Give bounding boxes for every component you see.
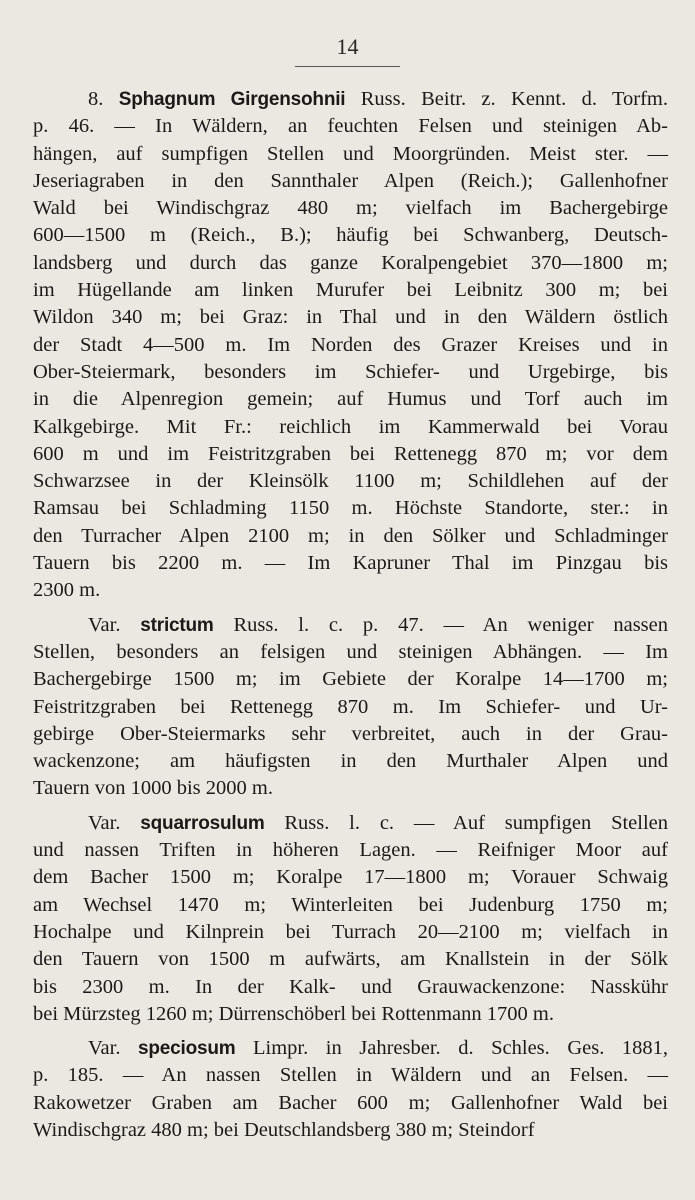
paragraph xyxy=(33,86,668,605)
text-line: Ramsau bei Schladming 1150 m. Höchste Standorte, ster.: in xyxy=(33,497,668,520)
text-line: Wald bei Windischgraz 480 m; vielfach im Bachergebirge xyxy=(33,197,668,220)
text-line: dem Bacher 1500 m; Koralpe 17—1800 m; Vorauer Schwaig xyxy=(33,866,668,889)
text-line: landsberg und durch das ganze Koralpengebiet 370—1800 m; xyxy=(33,251,668,274)
text-line: gebirge Ober-Steiermarks sehr verbreitet, auch in der Grau- xyxy=(33,722,668,745)
taxon-name: Sphagnum Girgensohnii xyxy=(118,89,346,110)
text-line: wackenzone; am häufigsten in den Murthaler Alpen und xyxy=(33,750,668,773)
paragraph-gap xyxy=(33,1028,668,1035)
text-line: Wildon 340 m; bei Graz: in Thal und in den Wäldern östlich xyxy=(33,306,668,329)
text-line: und nassen Triften in höheren Lagen. — Reifniger Moor auf xyxy=(33,839,668,862)
text-line: bis 2300 m. In der Kalk- und Grauwackenzone: Nasskühr xyxy=(33,975,668,998)
text-line: 600—1500 m (Reich., B.); häufig bei Schwanberg, Deutsch- xyxy=(33,224,668,247)
text-line: hängen, auf sumpfigen Stellen und Moorgründen. Meist ster. — xyxy=(33,142,668,165)
text-line: bei Mürzsteg 1260 m; Dürrenschöberl bei Rottenmann 1700 m. xyxy=(33,1002,554,1025)
text-line: p. 46. — In Wäldern, an feuchten Felsen und steinigen Ab- xyxy=(33,115,668,138)
text-line: Jeseriagraben in den Sannthaler Alpen (Reich.); Gallenhofner xyxy=(33,169,668,192)
text-line: 600 m und im Feistritzgraben bei Rettenegg 870 m; vor dem xyxy=(33,442,668,465)
page-number: 14 xyxy=(336,34,359,59)
header-rule xyxy=(295,66,400,67)
paragraph xyxy=(33,1035,668,1144)
text-line: Kalkgebirge. Mit Fr.: reichlich im Kammerwald bei Vorau xyxy=(33,415,668,438)
paragraph xyxy=(33,612,668,803)
text-line: am Wechsel 1470 m; Winterleiten bei Judenburg 1750 m; xyxy=(33,893,668,916)
taxon-name: speciosum xyxy=(138,1038,236,1060)
text-line: Stellen, besonders an felsigen und steinigen Abhängen. — Im xyxy=(33,640,668,663)
page-body xyxy=(33,86,668,1144)
text-line: Feistritzgraben bei Rettenegg 870 m. Im Schiefer- und Ur- xyxy=(33,695,668,718)
text-line: 8. Sphagnum Girgensohnii Russ. Beitr. z. Kennt. d. Torfm. xyxy=(88,88,669,110)
text-line: Tauern von 1000 bis 2000 m. xyxy=(33,777,273,800)
text-line: Tauern bis 2200 m. — Im Kapruner Thal im Pinzgau bis xyxy=(33,552,668,575)
text-line: Var. squarrosulum Russ. l. c. — Auf sumpfigen Stellen xyxy=(88,811,669,834)
text-line: Ober-Steiermark, besonders im Schiefer- und Urgebirge, bis xyxy=(33,360,668,383)
text-line: den Tauern von 1500 m aufwärts, am Knallstein in der Sölk xyxy=(33,948,668,971)
text-line: Hochalpe und Kilnprein bei Turrach 20—2100 m; vielfach in xyxy=(33,920,668,943)
text-line: Schwarzsee in der Kleinsölk 1100 m; Schildlehen auf der xyxy=(33,470,668,493)
text-line: Windischgraz 480 m; bei Deutschlandsberg 380 m; Steindorf xyxy=(33,1118,535,1141)
text-line: den Turracher Alpen 2100 m; in den Sölker und Schladminger xyxy=(33,524,668,547)
taxon-name: squarrosulum xyxy=(140,812,265,834)
paragraph-gap xyxy=(33,605,668,612)
text-line: Bachergebirge 1500 m; im Gebiete der Koralpe 14—1700 m; xyxy=(33,668,668,691)
text-line: der Stadt 4—500 m. Im Norden des Grazer Kreises und in xyxy=(33,333,668,356)
taxon-name: strictum xyxy=(140,614,214,636)
text-line: Var. speciosum Limpr. in Jahresber. d. Schles. Ges. 1881, xyxy=(88,1037,669,1060)
paragraph-gap xyxy=(33,803,668,810)
text-line: p. 185. — An nassen Stellen in Wäldern und an Felsen. — xyxy=(33,1064,668,1087)
text-line: Var. strictum Russ. l. c. p. 47. — An weniger nassen xyxy=(88,613,669,636)
text-line: 2300 m. xyxy=(33,579,101,602)
text-line: in die Alpenregion gemein; auf Humus und Torf auch im xyxy=(33,388,668,411)
paragraph xyxy=(33,810,668,1028)
text-line: im Hügellande am linken Murufer bei Leibnitz 300 m; bei xyxy=(33,279,668,302)
text-line: Rakowetzer Graben am Bacher 600 m; Gallenhofner Wald bei xyxy=(33,1091,668,1114)
